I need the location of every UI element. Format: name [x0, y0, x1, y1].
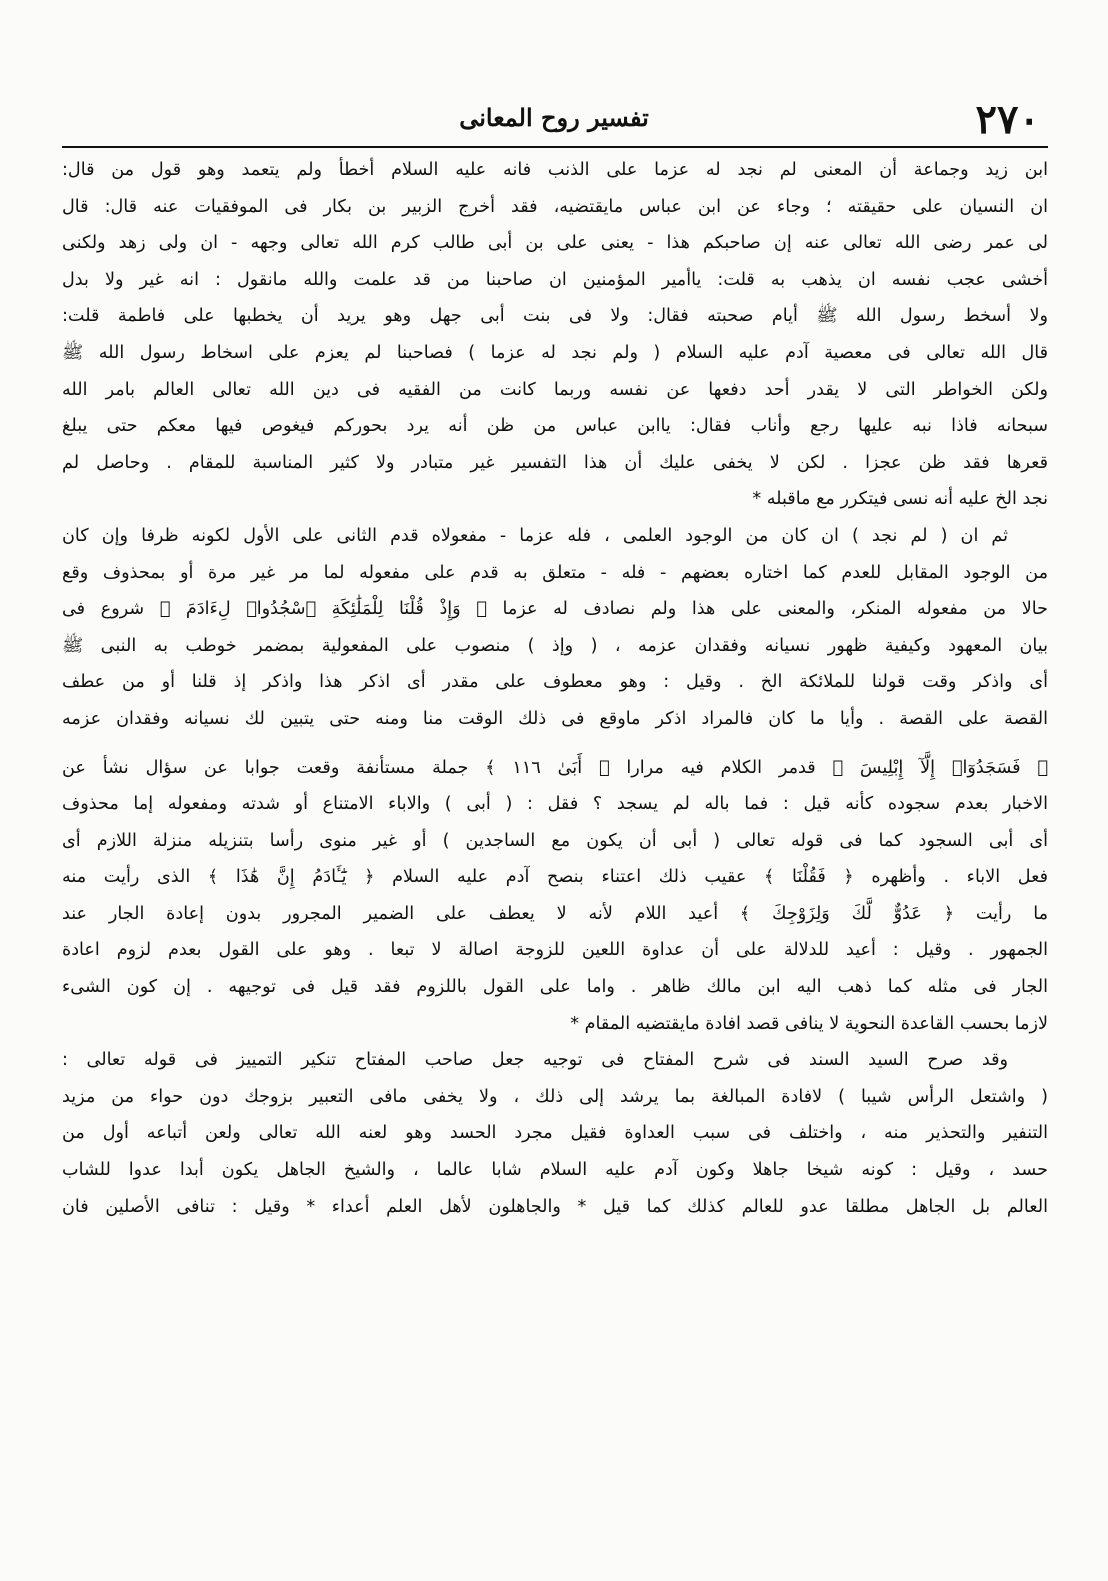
- text-line: لى عمر رضى الله تعالى عنه إن صاحبكم هذا - يعنى على بن أبى طالب كرم الله تعالى وجهه - ان ولى زهد ولكنى: [62, 233, 1048, 254]
- header-rule: [62, 146, 1048, 148]
- page-header: [60, 96, 1048, 142]
- text-line: الجار فى مثله كما ذهب اليه ابن مالك ظاهر . واما على القول باللزوم فقد قيل فى توجيهه . إن كون الشىء: [62, 977, 1048, 998]
- text-line: قعرها فقد ظن عجزا . لكن لا يخفى عليك أن هذا التفسير غير متبادر ولا كثير المناسبة للمقام . وحاصل لم: [62, 452, 1048, 473]
- running-title: تفسير روح المعانى: [459, 103, 649, 132]
- paragraph-gap: [62, 738, 1048, 750]
- text-line: ثم ان ( لم نجد ) ان كان من الوجود العلمى ، فله عزما - مفعولاه قدم الثانى على الأول لكونه ظرفا وإن كان: [62, 525, 1008, 546]
- text-line: لازما بحسب القاعدة النحوية لا ينافى قصد افادة مايقتضيه المقام *: [570, 1013, 1048, 1034]
- text-line: الجمهور . وقيل : أعيد للدلالة على أن عداوة اللعين للزوجة اصالة لا تبعا . وهو على القول بعدم لزوم اعادة: [62, 940, 1048, 961]
- text-line: أى واذكر وقت قولنا للملائكة الخ . وقيل : وهو معطوف على مقدر أى اذكر هذا واذكر إذ قلنا أو من عطف: [62, 672, 1048, 693]
- text-line: التنفير والتحذير منه ، واختلف فى سبب العداوة فقيل مجرد الحسد وهو لعنه الله تعالى ولعن أتباعه أول من: [62, 1123, 1048, 1144]
- text-line: القصة على القصة . وأيا ما كان فالمراد اذكر ماوقع فى ذلك الوقت منا ومنه حتى يتبين لك نسيانه وفقدان عزمه: [62, 708, 1048, 729]
- text-line: العالم بل الجاهل مطلقا عدو للعالم كذلك كما قيل * والجاهلون لأهل العلم أعداء * وقيل : تنافى الأصلين فان: [62, 1196, 1048, 1217]
- text-line: فعل الاباء . وأظهره ﴿ فَقُلْنَا ﴾ عقيب ذلك اعتناء بنصح آدم عليه السلام ﴿ يَٰٓـَٔادَمُ إِنَّ هَٰذَا ﴾ الذى رأيت منه: [62, 867, 1048, 888]
- text-body: [62, 152, 1048, 1225]
- text-line: بيان المعهود وكيفية ظهور نسيانه وفقدان عزمه ، ( وإذ ) منصوب على المفعولية بمضمر خوطب به النبى ﷺ: [62, 635, 1048, 656]
- page-number: ٢٧٠: [975, 96, 1040, 143]
- text-line: ( واشتعل الرأس شيبا ) لافادة المبالغة بما يرشد إلى ذلك ، ولا يخفى مافى التعبير بزوجك دون حواء من مزيد: [62, 1086, 1048, 1107]
- text-line: أخشى عجب نفسه ان يذهب به قلت: ياأمير المؤمنين ان صاحبنا من قد علمت والله مانقول : انه غير ولا بدل: [62, 269, 1048, 290]
- text-line: ابن زيد وجماعة أن المعنى لم نجد له عزما على الذنب فانه عليه السلام أخطأ ولم يتعمد وهو قول من قال:: [62, 160, 1048, 180]
- text-line: حالا من مفعوله المنكر، والمعنى على هذا ولم نصادف له عزما ﴿ وَإِذْ قُلْنَا لِلْمَلَٰئِكَةِ ٱسْجُدُوا۟ لِءَادَمَ ﴾ شروع فى: [62, 599, 1048, 620]
- text-line: أى أبى السجود كما فى قوله تعالى ( أبى أن يكون مع الساجدين ) أو غير منوى رأسا بتنزيله منزلة اللازم أى: [62, 830, 1048, 851]
- text-line: وقد صرح السيد السند فى شرح المفتاح فى توجيه جعل صاحب المفتاح تنكير التمييز فى قوله تعالى :: [62, 1050, 1008, 1071]
- text-line: قال الله تعالى فى معصية آدم عليه السلام ( ولم نجد له عزما ) فصاحبنا لم يعزم على اسخاط رسول الله ﷺ: [62, 342, 1048, 363]
- text-line: الاخبار بعدم سجوده كأنه قيل : فما باله لم يسجد ؟ فقل : ( أبى ) والاباء الامتناع أو شدته ومفعوله إما محذوف: [62, 794, 1048, 815]
- text-line: ان النسيان على حقيقته ؛ وجاء عن ابن عباس مايقتضيه، فقد أخرج الزبير بن بكار فى الموفقيات عنه قال: قال: [62, 196, 1048, 217]
- text-line: ﴿ فَسَجَدُوٓا۟ إِلَّآ إِبْلِيسَ ﴾ قدمر الكلام فيه مرارا ﴿ أَبَىٰ ١١٦ ﴾ جملة مستأنفة وقعت جوابا عن سؤال نشأ عن: [62, 757, 1048, 778]
- text-line: ولكن الخواطر التى لا يقدر أحد دفعها عن نفسه وربما كانت من الفقيه فى دين الله تعالى العالم بامر الله: [62, 379, 1048, 400]
- text-line: نجد الخ عليه أنه نسى فيتكرر مع ماقبله *: [752, 489, 1048, 510]
- text-line: ما رأيت ﴿ عَدُوٌّ لَّكَ وَلِزَوْجِكَ ﴾ أعيد اللام لأنه لا يعطف على الضمير المجرور بدون إعادة الجار عند: [62, 903, 1048, 924]
- text-line: سبحانه فاذا نبه عليها رجع وأناب فقال: ياابن عباس من ظن أنه يرد بحوركم فيغوص فيها معكم حتى يبلغ: [62, 416, 1048, 437]
- text-line: من الوجود المقابل للعدم كما اختاره بعضهم - فله - متعلق به قدم على مفعوله لما مر غير مرة أو بمحذوف وقع: [62, 562, 1048, 583]
- text-line: ولا أسخط رسول الله ﷺ أيام صحبته فقال: ولا فى بنت أبى جهل وهو يريد أن يخطبها على فاطمة قلت:: [62, 306, 1048, 327]
- text-line: حسد ، وقيل : كونه شيخا جاهلا وكون آدم عليه السلام شابا عالما ، والشيخ الجاهل يكون أبدا عدوا للشاب: [62, 1160, 1048, 1181]
